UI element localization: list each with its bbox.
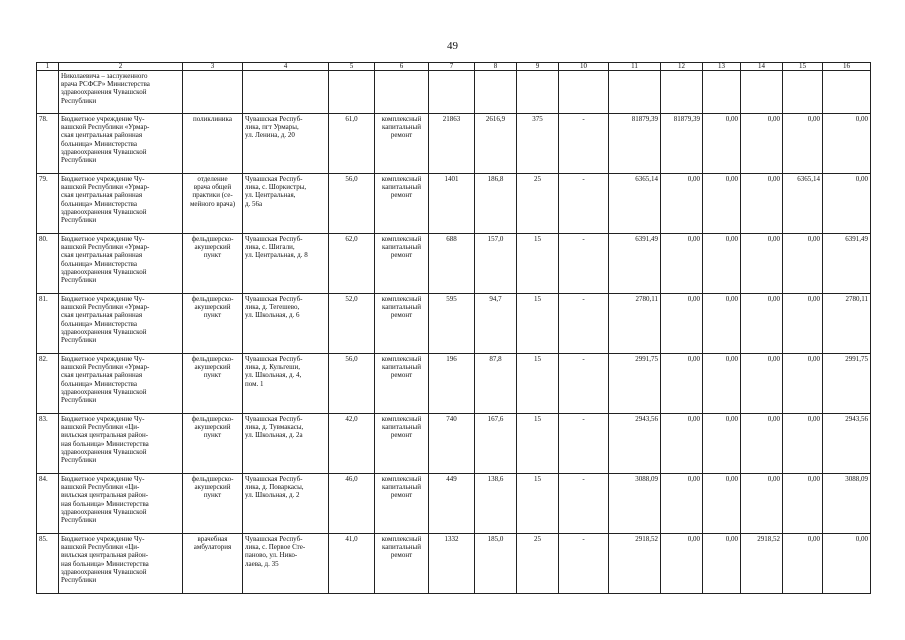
cell-col-10: - bbox=[559, 474, 609, 534]
cell-col-5: 52,0 bbox=[329, 294, 375, 354]
cell-address: Чувашская Респуб- лика, д. Тувмакасы, ул. Школьная, д. 2а bbox=[243, 414, 329, 474]
cell-address: Чувашская Респуб- лика, с. Шоркистры, ул. Центральная, д. 56а bbox=[243, 174, 329, 234]
cell-col-10: - bbox=[559, 354, 609, 414]
cell-col-9: 25 bbox=[517, 174, 559, 234]
cell-col-7: 21863 bbox=[429, 114, 475, 174]
cell-col-12: 0,00 bbox=[661, 294, 703, 354]
cell-col-14 bbox=[741, 71, 783, 114]
cell-col-11: 2780,11 bbox=[609, 294, 661, 354]
cell-col-3 bbox=[183, 71, 243, 114]
cell-col-13: 0,00 bbox=[703, 534, 741, 594]
cell-col-8: 2616,9 bbox=[475, 114, 517, 174]
cell-organization: Бюджетное учреждение Чу- вашской Республики «Урмар- ская центральная районная больница» Министерства здравоохранения Чувашской Республики bbox=[59, 234, 183, 294]
cell-col-8: 167,6 bbox=[475, 414, 517, 474]
cell-facility-type: поликлиника bbox=[183, 114, 243, 174]
cell-col-9: 15 bbox=[517, 474, 559, 534]
cell-col-13: 0,00 bbox=[703, 174, 741, 234]
cell-work-type: комплексный капитальный ремонт bbox=[375, 414, 429, 474]
cell-number: 82. bbox=[37, 354, 59, 414]
cell-col-16 bbox=[823, 71, 871, 114]
cell-col-16: 0,00 bbox=[823, 534, 871, 594]
column-header-4: 4 bbox=[243, 63, 329, 71]
cell-col-15: 0,00 bbox=[783, 474, 823, 534]
cell-organization: Бюджетное учреждение Чу- вашской Республики «Урмар- ская центральная районная больница» Министерства здравоохранения Чувашской Республики bbox=[59, 114, 183, 174]
page-number: 49 bbox=[447, 40, 458, 52]
cell-organization: Бюджетное учреждение Чу- вашской Республики «Урмар- ская центральная районная больница» Министерства здравоохранения Чувашской Республики bbox=[59, 294, 183, 354]
cell-number: 83. bbox=[37, 414, 59, 474]
column-header-16: 16 bbox=[823, 63, 871, 71]
cell-facility-type: фельдшерско- акушерский пункт bbox=[183, 354, 243, 414]
cell-col-9: 15 bbox=[517, 354, 559, 414]
cell-col-11: 2918,52 bbox=[609, 534, 661, 594]
cell-col-4 bbox=[243, 71, 329, 114]
cell-col-8: 138,6 bbox=[475, 474, 517, 534]
cell-work-type: комплексный капитальный ремонт bbox=[375, 114, 429, 174]
cell-col-9 bbox=[517, 71, 559, 114]
cell-col-5: 41,0 bbox=[329, 534, 375, 594]
cell-address: Чувашская Респуб- лика, д. Тегешево, ул. Школьная, д. 6 bbox=[243, 294, 329, 354]
cell-col-7: 1401 bbox=[429, 174, 475, 234]
table-header bbox=[37, 63, 871, 71]
cell-col-5 bbox=[329, 71, 375, 114]
cell-col-14: 0,00 bbox=[741, 474, 783, 534]
cell-number: 78. bbox=[37, 114, 59, 174]
cell-col-7: 740 bbox=[429, 414, 475, 474]
cell-col-8 bbox=[475, 71, 517, 114]
cell-col-15 bbox=[783, 71, 823, 114]
cell-col-13: 0,00 bbox=[703, 354, 741, 414]
column-header-7: 7 bbox=[429, 63, 475, 71]
cell-address: Чувашская Респуб- лика, с. Шигали, ул. Центральная, д. 8 bbox=[243, 234, 329, 294]
cell-number: 81. bbox=[37, 294, 59, 354]
cell-col-14: 0,00 bbox=[741, 294, 783, 354]
cell-col-5: 61,0 bbox=[329, 114, 375, 174]
cell-address: Чувашская Респуб- лика, д. Кульгеши, ул. Школьная, д. 4, пом. 1 bbox=[243, 354, 329, 414]
cell-number: 84. bbox=[37, 474, 59, 534]
cell-col-15: 0,00 bbox=[783, 234, 823, 294]
facilities-table bbox=[36, 62, 871, 594]
cell-facility-type: фельдшерско- акушерский пункт bbox=[183, 234, 243, 294]
cell-col-16: 2991,75 bbox=[823, 354, 871, 414]
cell-col-7 bbox=[429, 71, 475, 114]
cell-col-12: 0,00 bbox=[661, 174, 703, 234]
column-header-9: 9 bbox=[517, 63, 559, 71]
cell-col-8: 87,8 bbox=[475, 354, 517, 414]
cell-col-10: - bbox=[559, 234, 609, 294]
cell-col-11: 81879,39 bbox=[609, 114, 661, 174]
table-row bbox=[37, 234, 871, 294]
cell-col-16: 0,00 bbox=[823, 174, 871, 234]
table-row bbox=[37, 414, 871, 474]
cell-organization: Бюджетное учреждение Чу- вашской Республики «Ци- вильская центральная район- ная больница» Министерства здравоохранения Чувашской Республики bbox=[59, 474, 183, 534]
cell-number bbox=[37, 71, 59, 114]
cell-col-13: 0,00 bbox=[703, 414, 741, 474]
table-row bbox=[37, 474, 871, 534]
cell-col-7: 449 bbox=[429, 474, 475, 534]
cell-col-14: 0,00 bbox=[741, 414, 783, 474]
cell-col-10: - bbox=[559, 294, 609, 354]
cell-col-13: 0,00 bbox=[703, 114, 741, 174]
cell-col-6 bbox=[375, 71, 429, 114]
cell-col-13 bbox=[703, 71, 741, 114]
cell-col-11: 2991,75 bbox=[609, 354, 661, 414]
cell-col-15: 0,00 bbox=[783, 294, 823, 354]
cell-col-11: 2943,56 bbox=[609, 414, 661, 474]
cell-col-14: 0,00 bbox=[741, 174, 783, 234]
cell-col-5: 56,0 bbox=[329, 174, 375, 234]
table-row bbox=[37, 294, 871, 354]
cell-work-type: комплексный капитальный ремонт bbox=[375, 354, 429, 414]
column-header-10: 10 bbox=[559, 63, 609, 71]
cell-col-14: 0,00 bbox=[741, 234, 783, 294]
cell-address: Чувашская Респуб- лика, д. Поваркасы, ул. Школьная, д. 2 bbox=[243, 474, 329, 534]
column-header-14: 14 bbox=[741, 63, 783, 71]
cell-col-10: - bbox=[559, 534, 609, 594]
cell-col-16: 3088,09 bbox=[823, 474, 871, 534]
cell-col-14: 0,00 bbox=[741, 354, 783, 414]
cell-col-15: 0,00 bbox=[783, 114, 823, 174]
cell-work-type: комплексный капитальный ремонт bbox=[375, 294, 429, 354]
cell-col-15: 0,00 bbox=[783, 354, 823, 414]
cell-work-type: комплексный капитальный ремонт bbox=[375, 534, 429, 594]
cell-facility-type: отделение врача общей практики (се- мейного врача) bbox=[183, 174, 243, 234]
table-row bbox=[37, 114, 871, 174]
column-header-12: 12 bbox=[661, 63, 703, 71]
cell-col-10 bbox=[559, 71, 609, 114]
cell-organization: Бюджетное учреждение Чу- вашской Республики «Урмар- ская центральная районная больница» Министерства здравоохранения Чувашской Республики bbox=[59, 354, 183, 414]
cell-address: Чувашская Респуб- лика, пгт Урмары, ул. Ленина, д. 20 bbox=[243, 114, 329, 174]
header-row bbox=[37, 63, 871, 71]
cell-number: 79. bbox=[37, 174, 59, 234]
cell-work-type: комплексный капитальный ремонт bbox=[375, 234, 429, 294]
cell-col-12 bbox=[661, 71, 703, 114]
column-header-8: 8 bbox=[475, 63, 517, 71]
cell-organization: Николаевича – заслуженного врача РСФСР» Министерства здравоохранения Чувашской Республики bbox=[59, 71, 183, 114]
cell-col-9: 15 bbox=[517, 414, 559, 474]
cell-col-13: 0,00 bbox=[703, 474, 741, 534]
cell-col-5: 42,0 bbox=[329, 414, 375, 474]
cell-col-8: 185,0 bbox=[475, 534, 517, 594]
cell-col-7: 196 bbox=[429, 354, 475, 414]
cell-facility-type: фельдшерско- акушерский пункт bbox=[183, 414, 243, 474]
cell-col-13: 0,00 bbox=[703, 294, 741, 354]
table-row bbox=[37, 534, 871, 594]
table-body bbox=[37, 71, 871, 594]
cell-col-11: 6391,49 bbox=[609, 234, 661, 294]
column-header-5: 5 bbox=[329, 63, 375, 71]
column-header-11: 11 bbox=[609, 63, 661, 71]
cell-col-13: 0,00 bbox=[703, 234, 741, 294]
cell-col-9: 15 bbox=[517, 294, 559, 354]
cell-col-8: 157,0 bbox=[475, 234, 517, 294]
column-header-13: 13 bbox=[703, 63, 741, 71]
cell-facility-type: врачебная амбулатория bbox=[183, 534, 243, 594]
column-header-15: 15 bbox=[783, 63, 823, 71]
cell-col-15: 0,00 bbox=[783, 414, 823, 474]
cell-col-14: 2918,52 bbox=[741, 534, 783, 594]
cell-col-16: 2780,11 bbox=[823, 294, 871, 354]
cell-col-14: 0,00 bbox=[741, 114, 783, 174]
cell-col-9: 375 bbox=[517, 114, 559, 174]
cell-col-16: 2943,56 bbox=[823, 414, 871, 474]
table-row bbox=[37, 174, 871, 234]
cell-col-10: - bbox=[559, 174, 609, 234]
cell-col-15: 6365,14 bbox=[783, 174, 823, 234]
table-row-continuation bbox=[37, 71, 871, 114]
cell-col-11 bbox=[609, 71, 661, 114]
cell-address: Чувашская Респуб- лика, с. Первое Сте- паново, ул. Нико- лаева, д. 35 bbox=[243, 534, 329, 594]
cell-organization: Бюджетное учреждение Чу- вашской Республики «Ци- вильская центральная район- ная больница» Министерства здравоохранения Чувашской Республики bbox=[59, 534, 183, 594]
cell-col-15: 0,00 bbox=[783, 534, 823, 594]
cell-col-8: 186,8 bbox=[475, 174, 517, 234]
cell-facility-type: фельдшерско- акушерский пункт bbox=[183, 474, 243, 534]
column-header-3: 3 bbox=[183, 63, 243, 71]
cell-col-7: 1332 bbox=[429, 534, 475, 594]
cell-col-5: 46,0 bbox=[329, 474, 375, 534]
column-header-1: 1 bbox=[37, 63, 59, 71]
cell-col-12: 0,00 bbox=[661, 234, 703, 294]
column-header-6: 6 bbox=[375, 63, 429, 71]
cell-col-12: 0,00 bbox=[661, 534, 703, 594]
cell-col-16: 0,00 bbox=[823, 114, 871, 174]
cell-col-7: 688 bbox=[429, 234, 475, 294]
cell-col-5: 62,0 bbox=[329, 234, 375, 294]
cell-number: 80. bbox=[37, 234, 59, 294]
cell-number: 85. bbox=[37, 534, 59, 594]
cell-facility-type: фельдшерско- акушерский пункт bbox=[183, 294, 243, 354]
cell-col-11: 3088,09 bbox=[609, 474, 661, 534]
cell-col-9: 25 bbox=[517, 534, 559, 594]
cell-work-type: комплексный капитальный ремонт bbox=[375, 174, 429, 234]
cell-col-7: 595 bbox=[429, 294, 475, 354]
cell-col-8: 94,7 bbox=[475, 294, 517, 354]
cell-col-11: 6365,14 bbox=[609, 174, 661, 234]
column-header-2: 2 bbox=[59, 63, 183, 71]
cell-col-16: 6391,49 bbox=[823, 234, 871, 294]
cell-work-type: комплексный капитальный ремонт bbox=[375, 474, 429, 534]
cell-col-10: - bbox=[559, 114, 609, 174]
cell-organization: Бюджетное учреждение Чу- вашской Республики «Урмар- ская центральная районная больница» Министерства здравоохранения Чувашской Республики bbox=[59, 174, 183, 234]
cell-col-12: 0,00 bbox=[661, 474, 703, 534]
cell-organization: Бюджетное учреждение Чу- вашской Республики «Ци- вильская центральная район- ная больница» Министерства здравоохранения Чувашской Республики bbox=[59, 414, 183, 474]
cell-col-12: 81879,39 bbox=[661, 114, 703, 174]
cell-col-9: 15 bbox=[517, 234, 559, 294]
cell-col-5: 56,0 bbox=[329, 354, 375, 414]
table-row bbox=[37, 354, 871, 414]
cell-col-12: 0,00 bbox=[661, 354, 703, 414]
cell-col-10: - bbox=[559, 414, 609, 474]
cell-col-12: 0,00 bbox=[661, 414, 703, 474]
